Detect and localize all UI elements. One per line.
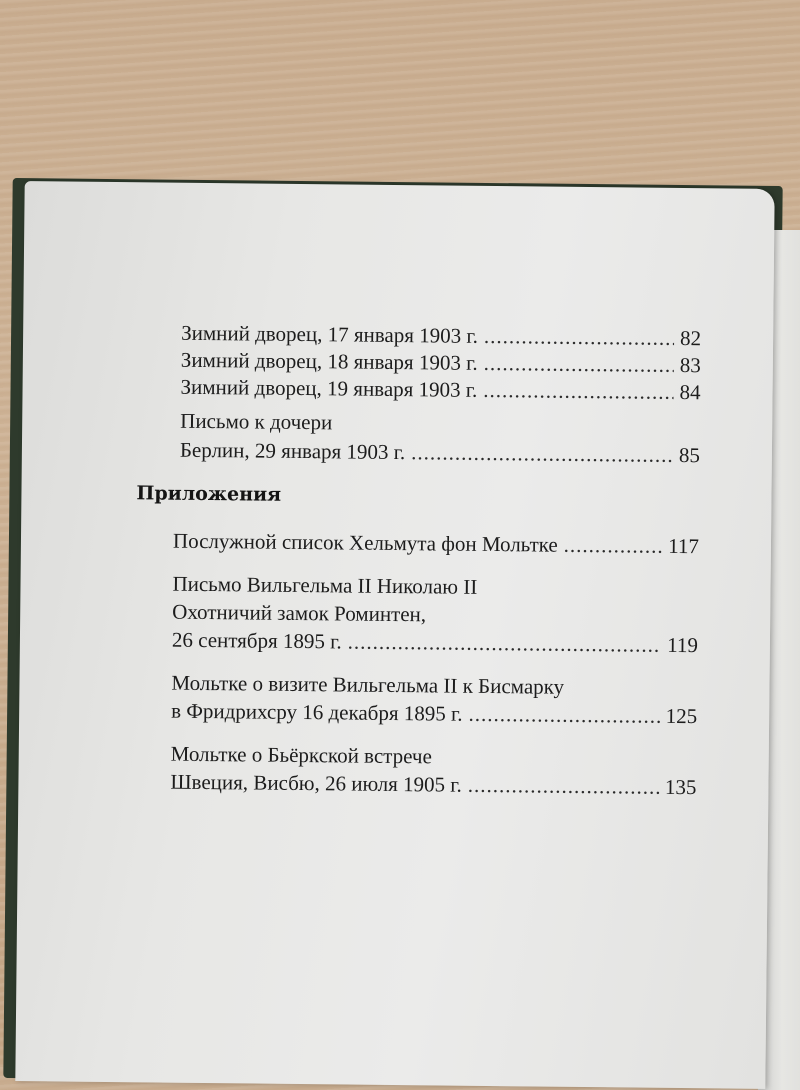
toc-entry-title: Письмо к дочери	[180, 408, 333, 435]
toc-entry-title: 26 сентября 1895 г.	[171, 627, 342, 654]
toc-entry-title: Зимний дворец, 19 января 1903 г.	[180, 374, 478, 402]
leader-dots	[348, 629, 662, 659]
toc-entry-page: 125	[665, 703, 698, 729]
toc-entry-title: в Фридрихсру 16 декабря 1895 г.	[171, 698, 463, 726]
toc-entry-page: 83	[679, 352, 701, 378]
leader-dots	[564, 532, 663, 560]
toc-entry-page: 84	[679, 379, 701, 405]
leader-dots	[484, 350, 674, 379]
toc-entry-title: Охотничий замок Роминтен,	[172, 599, 427, 627]
toc-entry-title: Послужной список Хельмута фон Мольтке	[172, 528, 558, 557]
toc-entry-title: Берлин, 29 января 1903 г.	[179, 437, 406, 465]
leader-dots	[483, 377, 673, 406]
leader-dots	[468, 772, 659, 801]
toc-entry	[173, 528, 699, 561]
toc-entry-title: Швеция, Висбю, 26 июля 1905 г.	[170, 769, 462, 797]
toc-entry-title: Мольтке о визите Вильгельма II к Бисмарку	[171, 670, 565, 699]
toc-entry-page: 135	[664, 774, 697, 800]
toc-entry	[171, 698, 697, 731]
toc-entry	[170, 769, 696, 802]
table-of-contents	[15, 181, 774, 1089]
toc-entry-title: Зимний дворец, 18 января 1903 г.	[180, 347, 478, 375]
leader-dots	[468, 701, 659, 730]
toc-entry-page: 85	[678, 442, 701, 468]
book-page	[15, 181, 774, 1089]
leader-dots	[484, 323, 674, 352]
toc-entry-page: 119	[667, 632, 699, 658]
toc-entry	[180, 437, 700, 469]
toc-entry-page: 82	[680, 325, 702, 351]
toc-entry-title: Зимний дворец, 17 января 1903 г.	[181, 320, 479, 348]
toc-entry-page: 117	[668, 533, 700, 559]
section-heading: Приложения	[136, 482, 282, 506]
toc-entry	[172, 627, 698, 660]
leader-dots	[411, 439, 673, 469]
toc-entry	[180, 374, 700, 406]
toc-entry-title: Письмо Вильгельма II Николаю II	[172, 571, 478, 599]
toc-entry-title: Мольтке о Бьёркской встрече	[170, 741, 432, 769]
